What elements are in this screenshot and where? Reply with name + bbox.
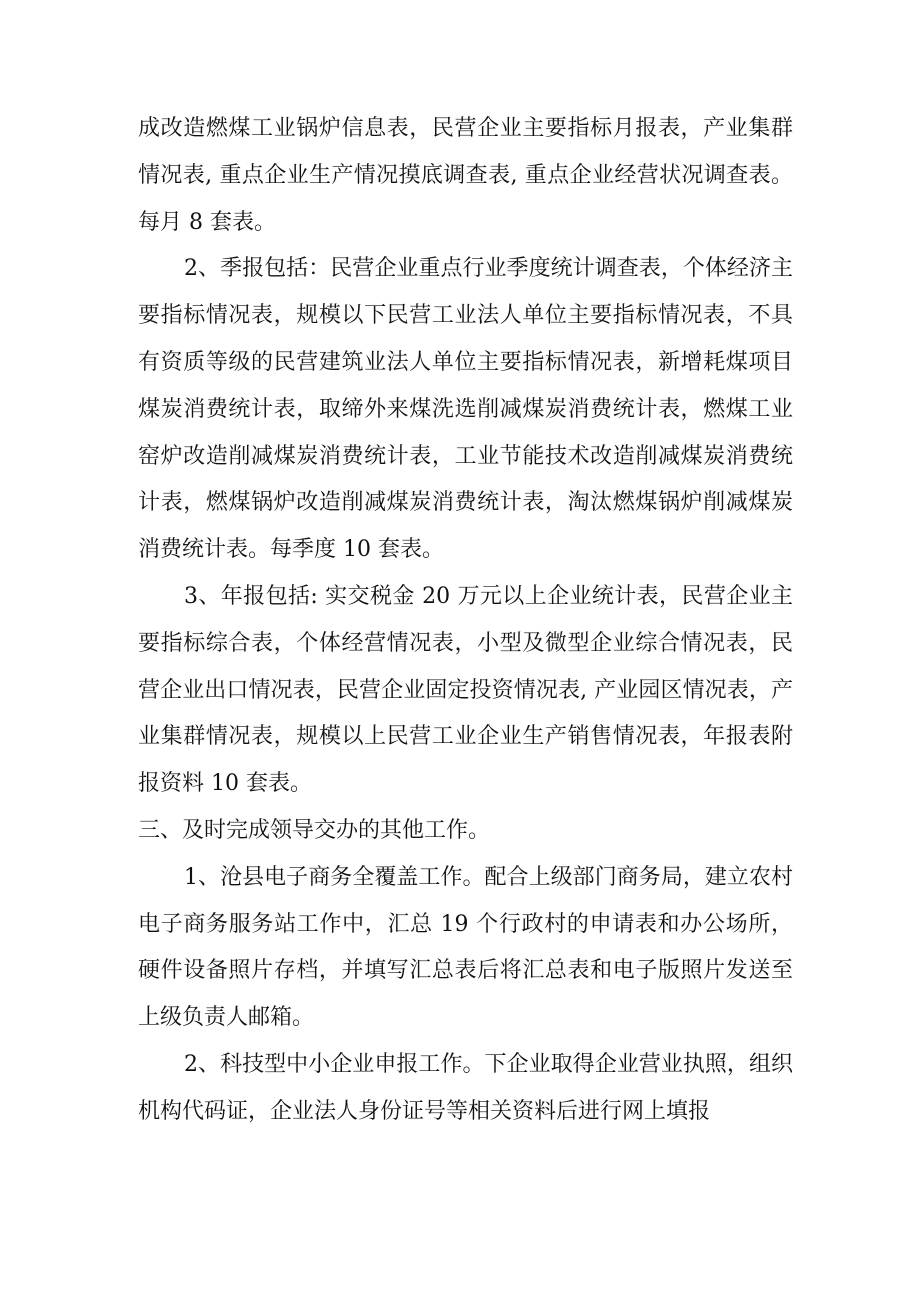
paragraph-monthly-report-continued: 成改造燃煤工业锅炉信息表，民营企业主要指标月报表，产业集群情况表, 重点企业生产情况摸底调查表, 重点企业经营状况调查表。每月 8 套表。: [138, 116, 793, 235]
paragraph-tech-sme-application: 2、科技型中小企业申报工作。下企业取得企业营业执照，组织机构代码证，企业法人身份证号等相关资料后进行网上填报: [138, 1051, 793, 1124]
paragraph-annual-report: 3、年报包括: 实交税金 20 万元以上企业统计表，民营企业主要指标综合表，个体经营情况表，小型及微型企业综合情况表，民营企业出口情况表，民营企业固定投资情况表, 产业园区情况表，产业集群情况表，规模以上民营工业企业生产销售情况表，年报表附报资料 10 套表。: [138, 583, 793, 797]
document-body: [138, 106, 793, 1136]
paragraph-quarterly-report: 2、季报包括：民营企业重点行业季度统计调查表，个体经济主要指标情况表，规模以下民营工业法人单位主要指标情况表，不具有资质等级的民营建筑业法人单位主要指标情况表，新增耗煤项目煤炭消费统计表，取缔外来煤洗选削减煤炭消费统计表，燃煤工业窑炉改造削减煤炭消费统计表，工业节能技术改造削减煤炭消费统计表，燃煤锅炉改造削减煤炭消费统计表，淘汰燃煤锅炉削减煤炭消费统计表。每季度 10 套表。: [138, 256, 793, 563]
section-heading-other-tasks: 三、及时完成领导交办的其他工作。: [138, 817, 491, 843]
paragraph-ecommerce-coverage: 1、沧县电子商务全覆盖工作。配合上级部门商务局，建立农村电子商务服务站工作中，汇总 19 个行政村的申请表和办公场所，硬件设备照片存档，并填写汇总表后将汇总表和电子版照片发送至上级负责人邮箱。: [138, 864, 793, 1031]
